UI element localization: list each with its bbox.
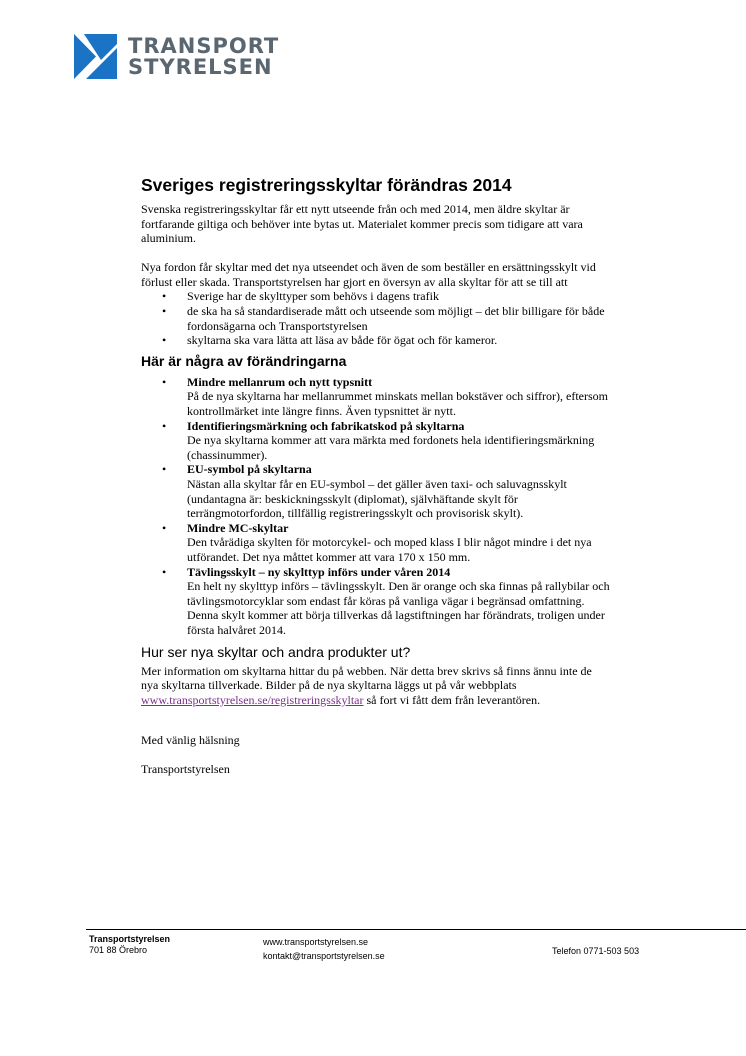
changes-list [162, 375, 611, 638]
registration-plates-link[interactable]: www.transportstyrelsen.se/registreringsskyltar [141, 692, 364, 707]
more-info-paragraph [141, 664, 611, 708]
change-text: De nya skyltarna kommer att vara märkta med fordonets hela identifieringsmärkning (chassinummer). [187, 433, 595, 462]
footer-company [89, 934, 170, 956]
letter-body [141, 174, 611, 777]
list-item: • skyltarna ska vara lätta att läsa av både för ögat och för kameror. [162, 333, 611, 348]
footer-company-name: Transportstyrelsen [89, 934, 171, 944]
transportstyrelsen-logo-icon [74, 34, 117, 79]
footer-contact [263, 935, 385, 963]
footer-email[interactable]: kontakt@transportstyrelsen.se [263, 951, 385, 961]
footer-website[interactable]: www.transportstyrelsen.se [263, 937, 369, 947]
changes-heading: Här är några av förändringarna [141, 352, 347, 369]
change-text: Den tvårädiga skylten för motorcykel- och moped klass I blir något mindre i det nya utförandet. Det nya måttet kommer att vara 170 x 150 mm. [187, 535, 592, 564]
intro-paragraph: Svenska registreringsskyltar får ett nytt utseende från och med 2014, men äldre skyltar är fortfarande giltiga och behöver inte bytas ut. Materialet kommer precis som tidigare att vara aluminium. [141, 202, 583, 246]
list-item [162, 462, 611, 520]
change-title: • Mindre mellanrum och nytt typsnitt [187, 374, 373, 389]
list-item: • de ska ha så standardiserade mått och utseende som möjligt – det blir billigare för både fordonsägarna och Transportstyrelsen [162, 304, 611, 333]
more-info-text: Mer information om skyltarna hittar du på webben. När detta brev skrivs så finns ännu inte de nya skyltarna tillverkade. Bilder på de nya skyltarna läggs ut på vår webbplats [141, 663, 592, 693]
list-item [162, 375, 611, 419]
more-info-heading: Hur ser nya skyltar och andra produkter ut? [141, 643, 411, 660]
more-info-text-end: så fort vi fått dem från leverantören. [363, 692, 541, 707]
logo-line-2: STYRELSEN [128, 55, 273, 79]
change-title: • Tävlingsskylt – ny skylttyp införs under våren 2014 [187, 564, 451, 579]
change-text: En helt ny skylttyp införs – tävlingsskylt. Den är orange och ska finnas på rallybilar och tävlingsmotorcyklar som endast får köras på vanliga vägar i begränsad omfattning. Denna skylt kommer att börja tillverkas då lagstiftningen har förändrats, troligen under första halvåret 2014. [187, 579, 610, 637]
change-title: • Identifieringsmärkning och fabrikatskod på skyltarna [187, 418, 465, 433]
logo [74, 34, 280, 84]
list-item: • Sverige har de skylttyper som behövs i dagens trafik [162, 289, 611, 304]
closing-greeting: Med vänlig hälsning [141, 733, 240, 748]
goals-list [162, 289, 611, 347]
overview-paragraph: Nya fordon får skyltar med det nya utseendet och även de som beställer en ersättningsskylt vid förlust eller skada. Transportstyrelsen har gjort en översyn av alla skyltar för att se till att [141, 260, 596, 289]
footer-address: 701 88 Örebro [89, 945, 148, 955]
footer-divider [86, 929, 746, 930]
change-text: Nästan alla skyltar får en EU-symbol – det gäller även taxi- och saluvagnsskylt (undantagna är: beskickningsskylt (diplomat), självhäftande skylt för terrängmotorfordon, tillfällig registreringsskylt och provisorisk skylt). [187, 477, 567, 521]
change-title: • EU-symbol på skyltarna [187, 462, 312, 477]
signature: Transportstyrelsen [141, 761, 230, 776]
list-item [162, 565, 611, 638]
change-title: • Mindre MC-skyltar [187, 520, 289, 535]
page-title: Sveriges registreringsskyltar förändras 2014 [141, 175, 512, 195]
logo-wordmark [128, 36, 279, 78]
list-item [162, 521, 611, 565]
logo-line-1: TRANSPORT [128, 34, 280, 58]
change-text: På de nya skyltarna har mellanrummet minskats mellan bokstäver och siffror), eftersom kontrollmärket inte längre finns. Även typsnittet är nytt. [187, 389, 608, 419]
list-item [162, 419, 611, 463]
footer-phone: Telefon 0771-503 503 [552, 946, 640, 956]
